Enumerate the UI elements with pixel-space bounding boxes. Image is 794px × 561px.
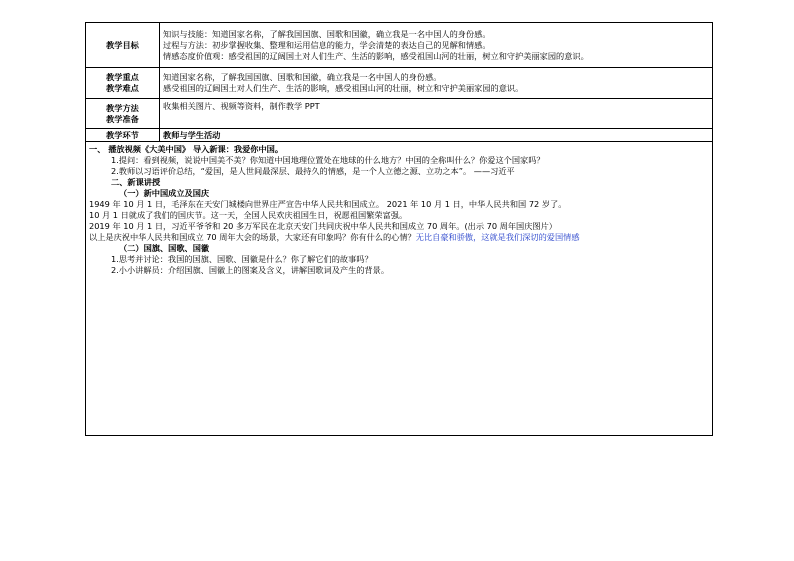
difficulty-text: 感受祖国的辽阔国土对人们生产、生活的影响，感受祖国山河的壮丽，树立和守护美丽家园的意识。	[163, 83, 524, 93]
question-text: 以上是庆祝中华人民共和国成立 70 周年大会的场景，大家还有印象吗？你有什么的心情？	[89, 232, 416, 242]
lesson-plan-sheet	[85, 22, 713, 436]
method-text: 收集相关图片、视频等资料，制作教学 PPT	[163, 101, 320, 111]
method-content	[160, 99, 713, 129]
section-one-item: 1.提问：看到视频，说说中国美不美？你知道中国地理位置处在地球的什么地方？中国的全称叫什么？你爱这个国家吗？	[111, 155, 545, 165]
activities-content	[86, 142, 713, 436]
highlighted-answer: 无比自豪和骄傲，这就是我们深切的爱国情感	[415, 232, 580, 242]
goals-content	[160, 23, 713, 68]
stage-row	[86, 129, 713, 142]
subsection-two-item: 1.思考并讨论：我国的国旗、国歌、国徽是什么？你了解它们的故事吗？	[111, 254, 373, 264]
goal-knowledge: 知识与技能：知道国家名称，了解我国国旗、国歌和国徽，确立我是一名中国人的身份感。	[163, 28, 491, 39]
lesson-plan-table	[85, 22, 713, 436]
subsection-one-question	[89, 232, 709, 243]
subsection-two-item: 2.小小讲解员：介绍国旗、国徽上的图案及含义，讲解国歌词及产生的背景。	[111, 265, 390, 275]
section-two-title: 二、新课讲授	[111, 177, 161, 187]
section-one-item: 2.教师以习语评价总结，“爱国，是人世间最深层、最持久的情感，是一个人立德之源、立功之本”。 ——习近平	[111, 166, 515, 176]
goals-row	[86, 23, 713, 68]
preparation-label: 教学准备	[106, 113, 139, 124]
subsection-two-title: （二）国旗、国歌、国徽	[119, 243, 210, 253]
focus-row	[86, 68, 713, 99]
goal-emotion: 情感态度价值观：感受祖国的辽阔国土对人们生产、生活的影响，感受祖国山河的壮丽，树立和守护美丽家园的意识。	[163, 50, 589, 61]
method-label: 教学方法	[106, 102, 139, 113]
subsection-one-line: 1949 年 10 月 1 日，毛泽东在天安门城楼向世界庄严宣告中华人民共和国成立。 2021 年 10 月 1 日，中华人民共和国 72 岁了。	[89, 199, 567, 209]
method-row	[86, 99, 713, 129]
content-row	[86, 142, 713, 436]
focus-content	[160, 68, 713, 99]
method-header	[86, 99, 160, 129]
activities-header: 教师与学生活动	[160, 129, 713, 142]
goals-header: 教学目标	[86, 23, 160, 68]
section-one-title: 一、 播放视频《大美中国》 导入新课：我爱你中国。	[89, 144, 284, 154]
key-point-text: 知道国家名称，了解我国国旗、国歌和国徽，确立我是一名中国人的身份感。	[163, 72, 442, 82]
subsection-one-line: 2019 年 10 月 1 日，习近平爷爷和 20 多万军民在北京天安门共同庆祝中华人民共和国成立 70 周年。(出示 70 周年国庆图片）	[89, 221, 557, 231]
difficulty-label: 教学难点	[106, 83, 139, 93]
subsection-one-title: （一）新中国成立及国庆	[119, 188, 210, 198]
stage-header: 教学环节	[86, 129, 160, 142]
key-point-label: 教学重点	[106, 72, 139, 82]
focus-header	[86, 68, 160, 99]
subsection-one-line: 10 月 1 日就成了我们的国庆节。这一天，全国人民欢庆祖国生日，祝愿祖国繁荣富强。	[89, 210, 408, 220]
goal-process: 过程与方法：初步掌握收集、整理和运用信息的能力，学会清楚的表达自己的见解和情感。	[163, 39, 491, 50]
